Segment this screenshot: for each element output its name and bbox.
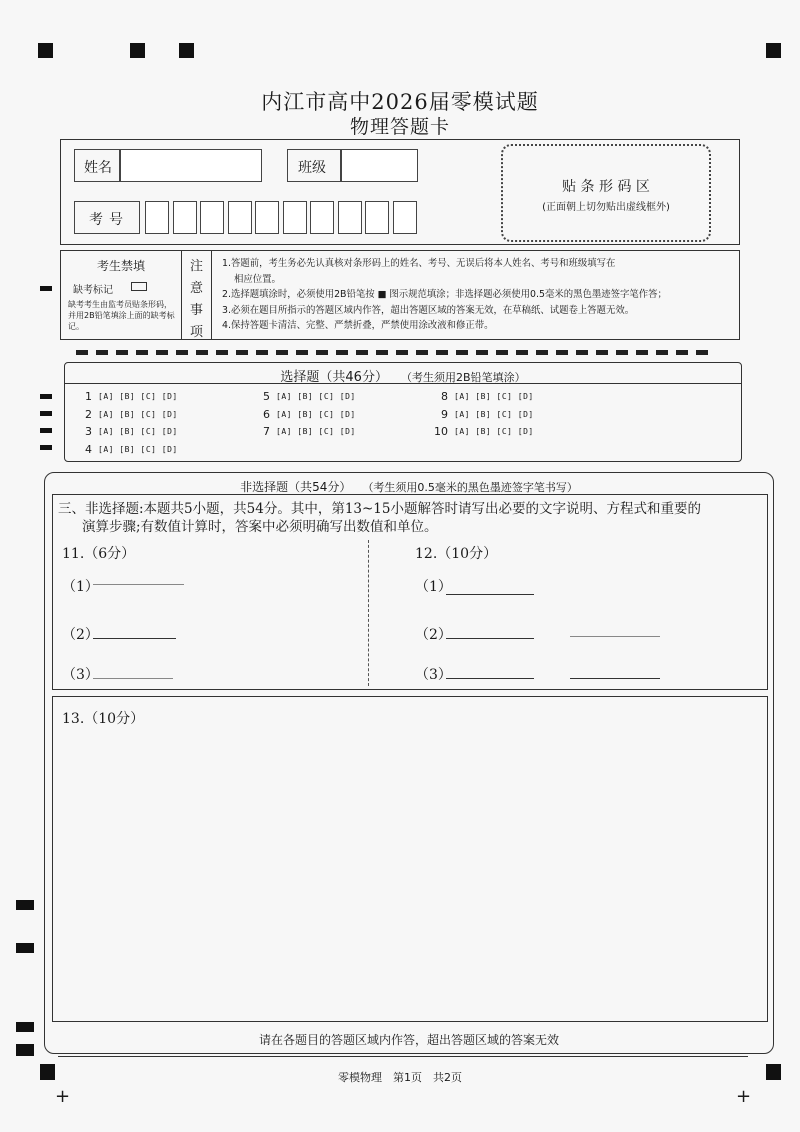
choice-options[interactable]: [A] [B] [C] [D] <box>276 392 356 401</box>
class-label: 班级 <box>298 160 326 176</box>
forbidden-title: 考生禁填 <box>97 259 146 273</box>
choice-options[interactable]: [A] [B] [C] [D] <box>98 392 178 401</box>
choice-options[interactable]: [A] [B] [C] [D] <box>276 427 356 436</box>
answer-line[interactable] <box>570 636 660 637</box>
instruction-line: 演算步骤;有数值计算时，答案中必须明确写出数值和单位。 <box>82 519 438 535</box>
divider <box>181 250 182 340</box>
answer-line[interactable] <box>93 638 176 639</box>
dash <box>356 350 368 355</box>
barcode-title: 贴 条 形 码 区 <box>562 179 650 195</box>
exam-no-digit-cell[interactable] <box>310 201 334 234</box>
choice-header-rule <box>64 383 742 384</box>
dash <box>556 350 568 355</box>
exam-no-digit-cell[interactable] <box>255 201 279 234</box>
choice-question-number: 4 <box>85 442 92 456</box>
timing-mark <box>40 445 52 450</box>
choice-question-number: 2 <box>85 407 92 421</box>
choice-question-number: 8 <box>441 390 448 403</box>
timing-mark <box>40 428 52 433</box>
dash <box>336 350 348 355</box>
choice-options[interactable]: [A] [B] [C] [D] <box>98 444 178 454</box>
answer-line[interactable] <box>570 678 660 679</box>
exam-no-label: 考号 <box>89 212 129 228</box>
dash <box>656 350 668 355</box>
page-title: 内江市高中2026届零模试题 <box>261 90 539 114</box>
exam-no-digit-cell[interactable] <box>283 201 307 234</box>
exam-no-digit-cell[interactable] <box>173 201 197 234</box>
exam-no-digit-cell[interactable] <box>228 201 252 234</box>
dash <box>436 350 448 355</box>
answer-line[interactable] <box>446 638 534 639</box>
timing-mark <box>40 286 52 291</box>
instruction-line: 三、非选择题:本题共5小题，共54分。其中，第13~15小题解答时请写出必要的文字说明、方程式和重要的 <box>58 501 701 517</box>
notes-item: 3.必须在题目所指示的答题区域内作答，超出答题区域的答案无效，在草稿纸、试题卷上答题无效。 <box>222 304 635 316</box>
choice-question-number: 3 <box>85 425 92 438</box>
choice-options[interactable]: [A] [B] [C] [D] <box>454 427 534 436</box>
answer-line[interactable] <box>446 594 534 595</box>
dash <box>276 350 288 355</box>
dashed-separator <box>76 350 708 355</box>
absent-label: 缺考标记 <box>73 285 113 296</box>
dash <box>696 350 708 355</box>
class-field[interactable] <box>341 149 418 182</box>
notes-heading <box>190 256 203 344</box>
answer-line[interactable] <box>93 584 184 585</box>
absent-mark-box[interactable] <box>131 282 147 291</box>
choice-question-number: 6 <box>263 407 270 421</box>
notes-list <box>222 256 734 334</box>
question-12-label: 12.（10分） <box>415 546 498 562</box>
registration-mark <box>766 43 781 58</box>
notes-heading-char: 意 <box>190 281 204 296</box>
choice-options[interactable]: [A] [B] [C] [D] <box>98 409 178 419</box>
timing-mark <box>40 411 52 416</box>
nonchoice-hint: （考生须用0.5毫米的黑色墨迹签字笔书写） <box>362 481 578 494</box>
dash <box>636 350 648 355</box>
dash <box>616 350 628 355</box>
dash <box>196 350 208 355</box>
registration-mark <box>179 43 194 58</box>
dash <box>316 350 328 355</box>
choice-options[interactable]: [A] [B] [C] [D] <box>98 427 178 436</box>
question-13-label: 13.（10分） <box>62 711 145 727</box>
dash <box>376 350 388 355</box>
sub-label: （2） <box>415 627 452 643</box>
notes-heading-char: 事 <box>190 303 204 318</box>
dash <box>576 350 588 355</box>
dash <box>536 350 548 355</box>
sub-label: （1） <box>415 579 452 595</box>
choice-question-number: 10 <box>434 425 448 438</box>
page-footer: 零模物理 第1页 共2页 <box>338 1071 462 1084</box>
dash <box>136 350 148 355</box>
column-divider <box>368 540 369 686</box>
choice-question-number: 1 <box>85 390 92 403</box>
answer-line[interactable] <box>93 678 173 679</box>
dash <box>176 350 188 355</box>
absent-note: 缺考考生由监考员贴条形码，并用2B铅笔填涂上面的缺考标记。 <box>68 300 175 331</box>
choice-title: 选择题（共46分） <box>280 370 388 385</box>
dash <box>76 350 88 355</box>
registration-mark <box>38 43 53 58</box>
choice-hint: （考生须用2B铅笔填涂） <box>401 371 526 384</box>
timing-mark <box>16 900 34 910</box>
sub-label: （3） <box>415 667 452 683</box>
name-field[interactable] <box>120 149 262 182</box>
dash <box>396 350 408 355</box>
choice-question-number: 7 <box>263 425 270 438</box>
choice-options[interactable]: [A] [B] [C] [D] <box>454 409 534 419</box>
dash <box>236 350 248 355</box>
nonchoice-header <box>44 476 774 495</box>
dash <box>296 350 308 355</box>
timing-mark <box>16 1044 34 1056</box>
dash <box>456 350 468 355</box>
answer-area-13[interactable] <box>52 696 768 1022</box>
exam-no-digit-cell[interactable] <box>338 201 362 234</box>
registration-mark <box>130 43 145 58</box>
dash <box>516 350 528 355</box>
choice-options[interactable]: [A] [B] [C] [D] <box>276 409 356 419</box>
choice-options[interactable]: [A] [B] [C] [D] <box>454 392 534 401</box>
notes-heading-char: 注 <box>190 259 204 274</box>
sub-label: （3） <box>62 667 99 683</box>
timing-mark <box>40 394 52 399</box>
crosshair-mark: + <box>736 1086 752 1107</box>
footer-rule <box>58 1056 748 1057</box>
answer-line[interactable] <box>446 678 534 679</box>
choice-question-number: 5 <box>263 390 270 403</box>
dash <box>476 350 488 355</box>
dash <box>596 350 608 355</box>
timing-mark <box>16 943 34 953</box>
dash <box>496 350 508 355</box>
answer-warning: 请在各题目的答题区域内作答，超出答题区域的答案无效 <box>258 1033 559 1047</box>
dash <box>156 350 168 355</box>
exam-no-digit-cell[interactable] <box>200 201 224 234</box>
notes-item: 2.选择题填涂时，必须使用2B铅笔按 ■ 图示规范填涂；非选择题必须使用0.5毫米的黑色墨迹签字笔作答； <box>222 289 667 300</box>
dash <box>676 350 688 355</box>
nonchoice-title: 非选择题（共54分） <box>240 480 352 494</box>
choice-question-number: 9 <box>441 407 448 421</box>
dash <box>116 350 128 355</box>
notes-heading-char: 项 <box>190 325 204 340</box>
name-label: 姓名 <box>84 160 112 176</box>
instruction <box>58 500 764 536</box>
notes-item: 相应位置。 <box>234 273 281 285</box>
exam-no-digit-cell[interactable] <box>145 201 169 234</box>
dash <box>216 350 228 355</box>
page-subtitle: 物理答题卡 <box>349 116 450 138</box>
question-11-label: 11.（6分） <box>62 546 136 562</box>
divider <box>211 250 212 340</box>
exam-no-digit-cell[interactable] <box>365 201 389 234</box>
sub-label: （2） <box>62 627 99 643</box>
dash <box>256 350 268 355</box>
dash <box>96 350 108 355</box>
exam-no-digit-cell[interactable] <box>393 201 417 234</box>
crosshair-mark: + <box>55 1086 71 1107</box>
sub-label: （1） <box>62 579 99 595</box>
timing-mark <box>16 1022 34 1032</box>
dash <box>416 350 428 355</box>
barcode-note: (正面朝上切勿贴出虚线框外) <box>542 202 670 213</box>
notes-item: 1.答题前，考生务必先认真核对条形码上的姓名、考号、无误后将本人姓名、考号和班级填写在 <box>222 258 616 269</box>
notes-item: 4.保持答题卡清洁、完整、严禁折叠，严禁使用涂改液和修正带。 <box>222 320 494 331</box>
